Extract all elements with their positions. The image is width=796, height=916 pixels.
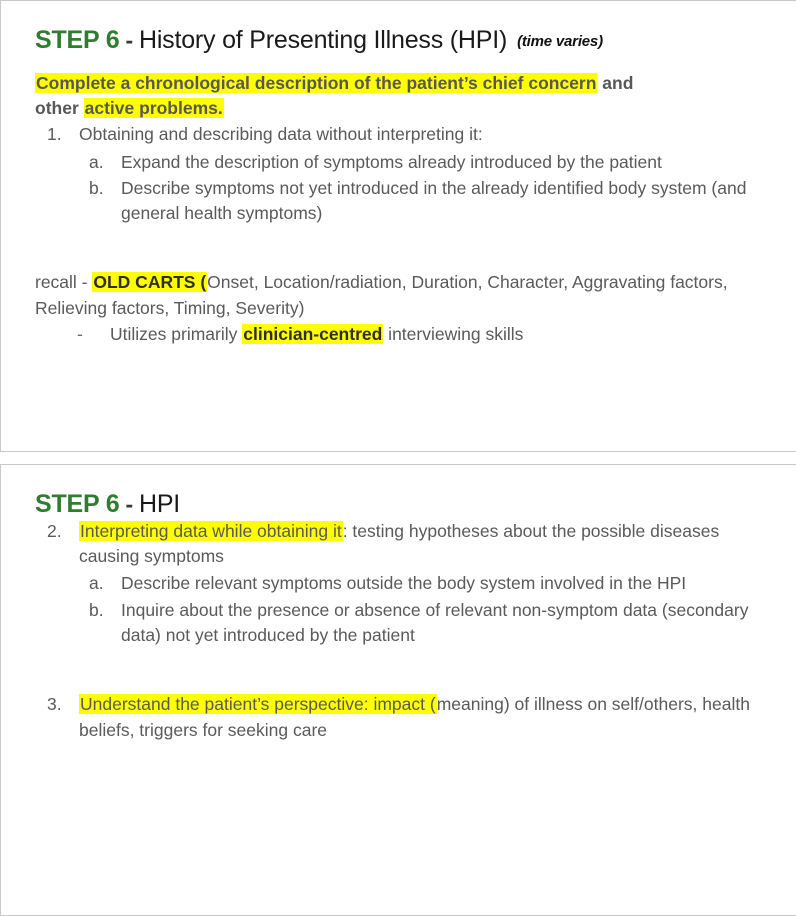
list-item-marker: 3. xyxy=(47,694,62,715)
slide-1-dash-list xyxy=(35,321,779,347)
dash-item-after: interviewing skills xyxy=(383,324,524,345)
slide-1-title-note: (time varies) xyxy=(517,33,603,50)
slide-hpi-interpreting xyxy=(0,464,796,916)
list-item-text: Obtaining and describing data without interpreting it: xyxy=(79,124,483,145)
list-item-highlight: Interpreting data while obtaining it xyxy=(80,520,342,541)
slide-1-step-label: STEP 6 xyxy=(35,26,120,54)
slide-1-lead-statement xyxy=(35,71,735,123)
list-item-marker: a. xyxy=(89,573,104,594)
list-item-marker: a. xyxy=(89,151,104,172)
recall-rest: Onset, Location/radiation, Duration, Character, Aggravating factors, Relieving factors, Timing, Severity) xyxy=(35,271,728,319)
list-item-marker: 1. xyxy=(47,124,62,145)
slide-2-numbered-list xyxy=(35,519,779,744)
list-item-text: Inquire about the presence or absence of relevant non-symptom data (secondary data) not yet introduced by the patient xyxy=(121,599,749,645)
lead-highlight-primary: Complete a chronological description of the patient’s chief concern xyxy=(36,72,597,93)
list-item-text: : testing hypotheses about the possible diseases causing symptoms xyxy=(79,520,720,566)
slide-1-title-dash: - xyxy=(125,27,133,53)
slide-2-title xyxy=(35,465,779,519)
list-item-text: Describe relevant symptoms outside the body system involved in the HPI xyxy=(121,573,687,594)
list-item xyxy=(79,150,779,175)
lead-tail-plain: and xyxy=(597,72,634,93)
slide-hpi-overview xyxy=(0,0,796,452)
slide-2-sublist xyxy=(79,571,779,648)
list-item xyxy=(79,598,779,649)
slide-1-sublist xyxy=(79,150,779,227)
lead-highlight-secondary: active problems. xyxy=(84,98,223,119)
list-item xyxy=(35,321,779,347)
list-item xyxy=(35,122,779,227)
lead-line2-plain: other xyxy=(35,98,84,119)
list-item-text: Describe symptoms not yet introduced in the already identified body system (and general health symptoms) xyxy=(121,178,747,224)
list-item-marker: b. xyxy=(89,599,104,620)
list-item xyxy=(79,176,779,227)
dash-item-highlight: clinician-centred xyxy=(243,324,383,345)
list-item-highlight: Understand the patient’s perspective: impact ( xyxy=(80,694,436,715)
list-item xyxy=(79,571,779,596)
list-item xyxy=(35,519,779,649)
slide-1-numbered-list xyxy=(35,122,779,227)
slide-2-title-dash: - xyxy=(125,491,133,517)
list-item-marker: - xyxy=(77,324,83,345)
list-item-marker: b. xyxy=(89,178,104,199)
recall-highlight-old-carts: OLD CARTS ( xyxy=(93,271,207,292)
slide-1-recall-paragraph xyxy=(35,269,765,322)
list-item-marker: 2. xyxy=(47,520,62,541)
list-item-text: meaning) of illness on self/others, health beliefs, triggers for seeking care xyxy=(79,694,750,740)
slide-2-step-label: STEP 6 xyxy=(35,490,120,518)
list-item-text: Expand the description of symptoms already introduced by the patient xyxy=(121,151,662,172)
slide-1-title xyxy=(35,1,779,55)
list-item xyxy=(35,692,779,743)
slide-2-title-subject: HPI xyxy=(138,490,181,518)
slide-1-title-subject: History of Presenting Illness (HPI) xyxy=(138,26,508,54)
recall-prefix: recall - xyxy=(35,271,93,292)
dash-item-before: Utilizes primarily xyxy=(110,324,243,345)
